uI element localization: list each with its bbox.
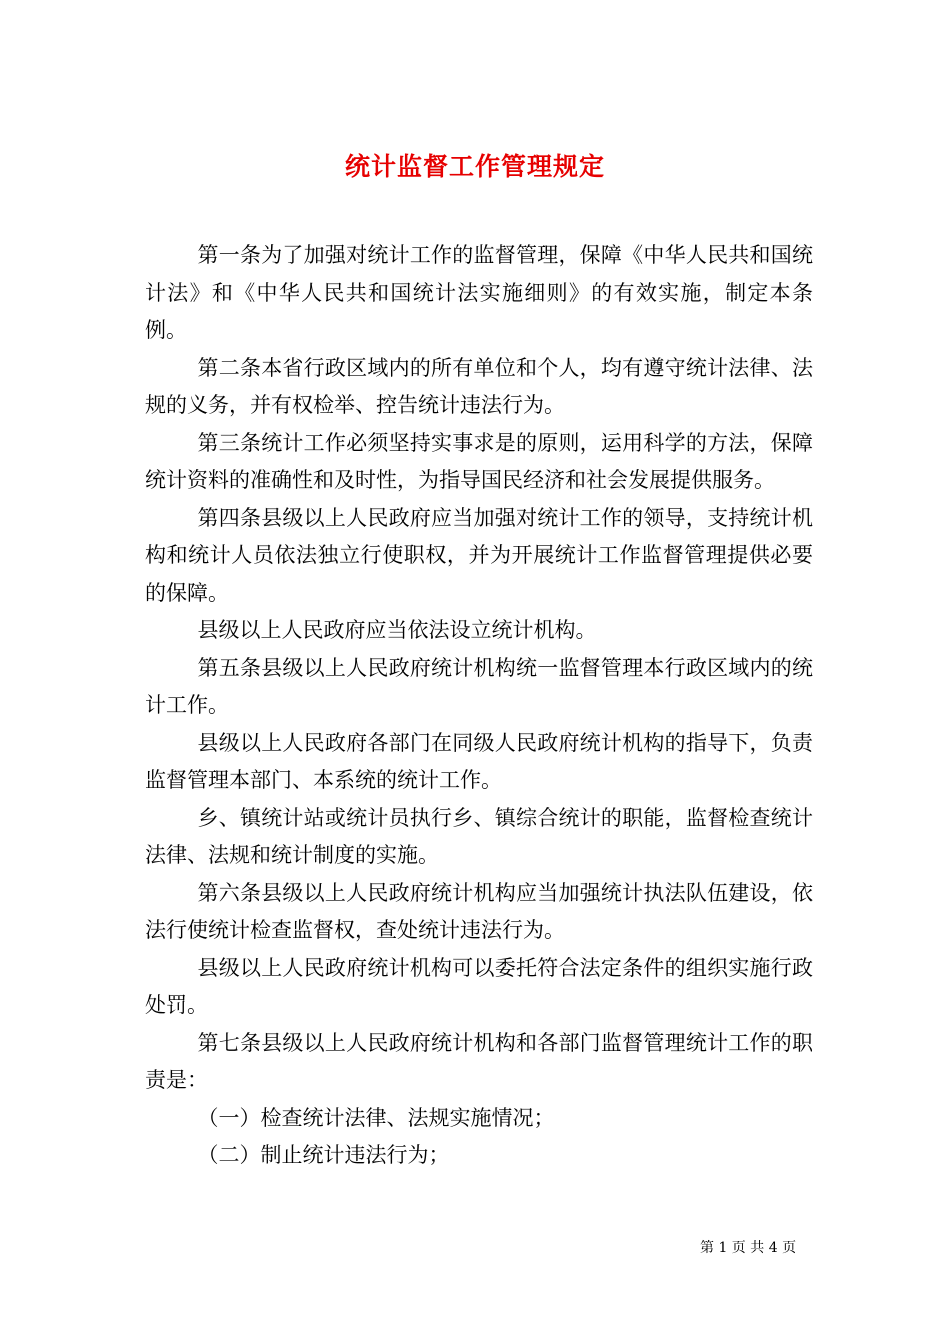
paragraph-article-6-sub: 县级以上人民政府统计机构可以委托符合法定条件的组织实施行政处罚。 (145, 955, 813, 1017)
list-item-duty-1: （一）检查统计法律、法规实施情况； (197, 1105, 555, 1130)
paragraph-article-4: 第四条县级以上人民政府应当加强对统计工作的领导，支持统计机构和统计人员依法独立行使职权，并为开展统计工作监督管理提供必要的保障。 (145, 505, 813, 605)
list-item-duty-2: （二）制止统计违法行为； (197, 1143, 450, 1167)
page-number-footer: 第 1 页 共 4 页 (700, 1240, 797, 1256)
paragraph-article-6: 第六条县级以上人民政府统计机构应当加强统计执法队伍建设，依法行使统计检查监督权，查处统计违法行为。 (145, 880, 813, 942)
document-title: 统计监督工作管理规定 (344, 151, 605, 181)
paragraph-article-1: 第一条为了加强对统计工作的监督管理，保障《中华人民共和国统计法》和《中华人民共和国统计法实施细则》的有效实施，制定本条例。 (145, 243, 813, 342)
paragraph-article-3: 第三条统计工作必须坚持实事求是的原则，运用科学的方法，保障统计资料的准确性和及时性，为指导国民经济和社会发展提供服务。 (145, 430, 813, 492)
document-body (145, 237, 813, 1175)
paragraph-article-4-sub: 县级以上人民政府应当依法设立统计机构。 (197, 618, 597, 642)
paragraph-article-2: 第二条本省行政区域内的所有单位和个人，均有遵守统计法律、法规的义务，并有权检举、控告统计违法行为。 (145, 355, 813, 417)
paragraph-article-5-sub-1: 县级以上人民政府各部门在同级人民政府统计机构的指导下，负责监督管理本部门、本系统的统计工作。 (145, 730, 813, 792)
paragraph-article-7: 第七条县级以上人民政府统计机构和各部门监督管理统计工作的职责是： (145, 1030, 813, 1092)
paragraph-article-5-sub-2: 乡、镇统计站或统计员执行乡、镇综合统计的职能，监督检查统计法律、法规和统计制度的实施。 (145, 805, 813, 867)
paragraph-article-5: 第五条县级以上人民政府统计机构统一监督管理本行政区域内的统计工作。 (145, 655, 813, 717)
